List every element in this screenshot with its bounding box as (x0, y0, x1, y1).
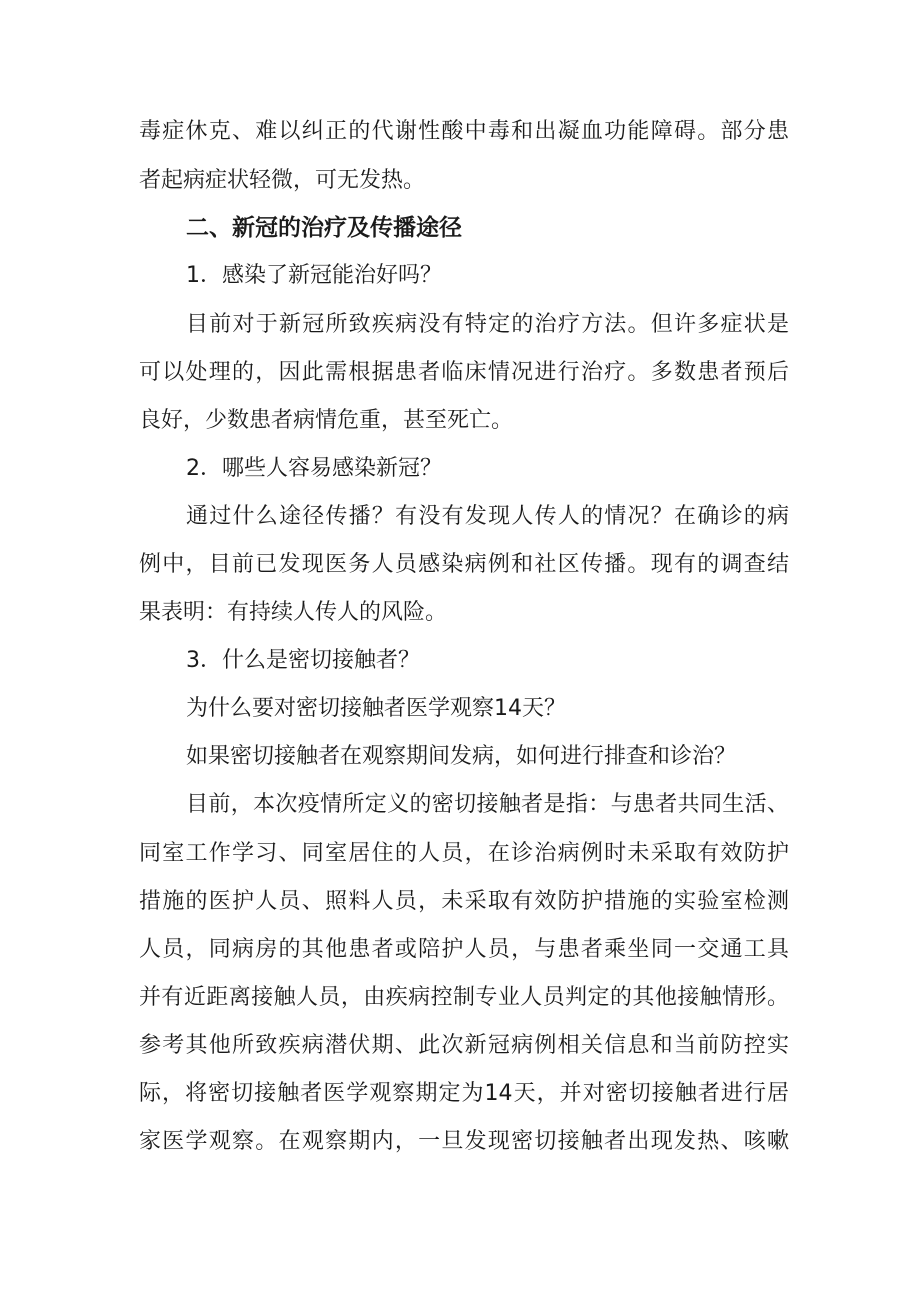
question-line: 如果密切接触者在观察期间发病，如何进行排查和诊治？ (186, 744, 737, 769)
paragraph-line: 家医学观察。在观察期内，一旦发现密切接触者出现发热、咳嗽 (139, 1129, 789, 1154)
paragraph-line: 人员，同病房的其他患者或陪护人员，与患者乘坐同一交通工具 (139, 937, 789, 962)
question-heading: 1．感染了新冠能治好吗？ (186, 263, 442, 288)
paragraph-line: 毒症休克、难以纠正的代谢性酸中毒和出凝血功能障碍。部分患 (139, 119, 789, 144)
paragraph-line: 可以处理的，因此需根据患者临床情况进行治疗。多数患者预后 (139, 360, 789, 385)
paragraph-line: 参考其他所致疾病潜伏期、此次新冠病例相关信息和当前防控实 (139, 1033, 789, 1058)
paragraph-line: 措施的医护人员、照料人员，未采取有效防护措施的实验室检测 (139, 889, 789, 914)
paragraph-line: 良好，少数患者病情危重，甚至死亡。 (139, 408, 514, 433)
paragraph-line: 者起病症状轻微，可无发热。 (139, 168, 426, 193)
question-heading: 2．哪些人容易感染新冠？ (186, 456, 442, 481)
paragraph-line: 同室工作学习、同室居住的人员，在诊治病例时未采取有效防护 (139, 841, 789, 866)
paragraph-line: 目前，本次疫情所定义的密切接触者是指：与患者共同生活、 (186, 792, 789, 817)
paragraph-line: 例中，目前已发现医务人员感染病例和社区传播。现有的调查结 (139, 552, 789, 577)
paragraph-line: 际，将密切接触者医学观察期定为14天，并对密切接触者进行居 (139, 1081, 789, 1106)
question-heading: 3．什么是密切接触者？ (186, 648, 420, 673)
question-line: 为什么要对密切接触者医学观察14天？ (186, 696, 566, 721)
paragraph-line: 果表明：有持续人传人的风险。 (139, 600, 448, 625)
paragraph-line: 目前对于新冠所致疾病没有特定的治疗方法。但许多症状是 (186, 312, 789, 337)
paragraph-line: 并有近距离接触人员，由疾病控制专业人员判定的其他接触情形。 (139, 985, 789, 1010)
section-heading: 二、新冠的治疗及传播途径 (186, 215, 462, 241)
paragraph-line: 通过什么途径传播？有没有发现人传人的情况？在确诊的病 (186, 504, 789, 529)
